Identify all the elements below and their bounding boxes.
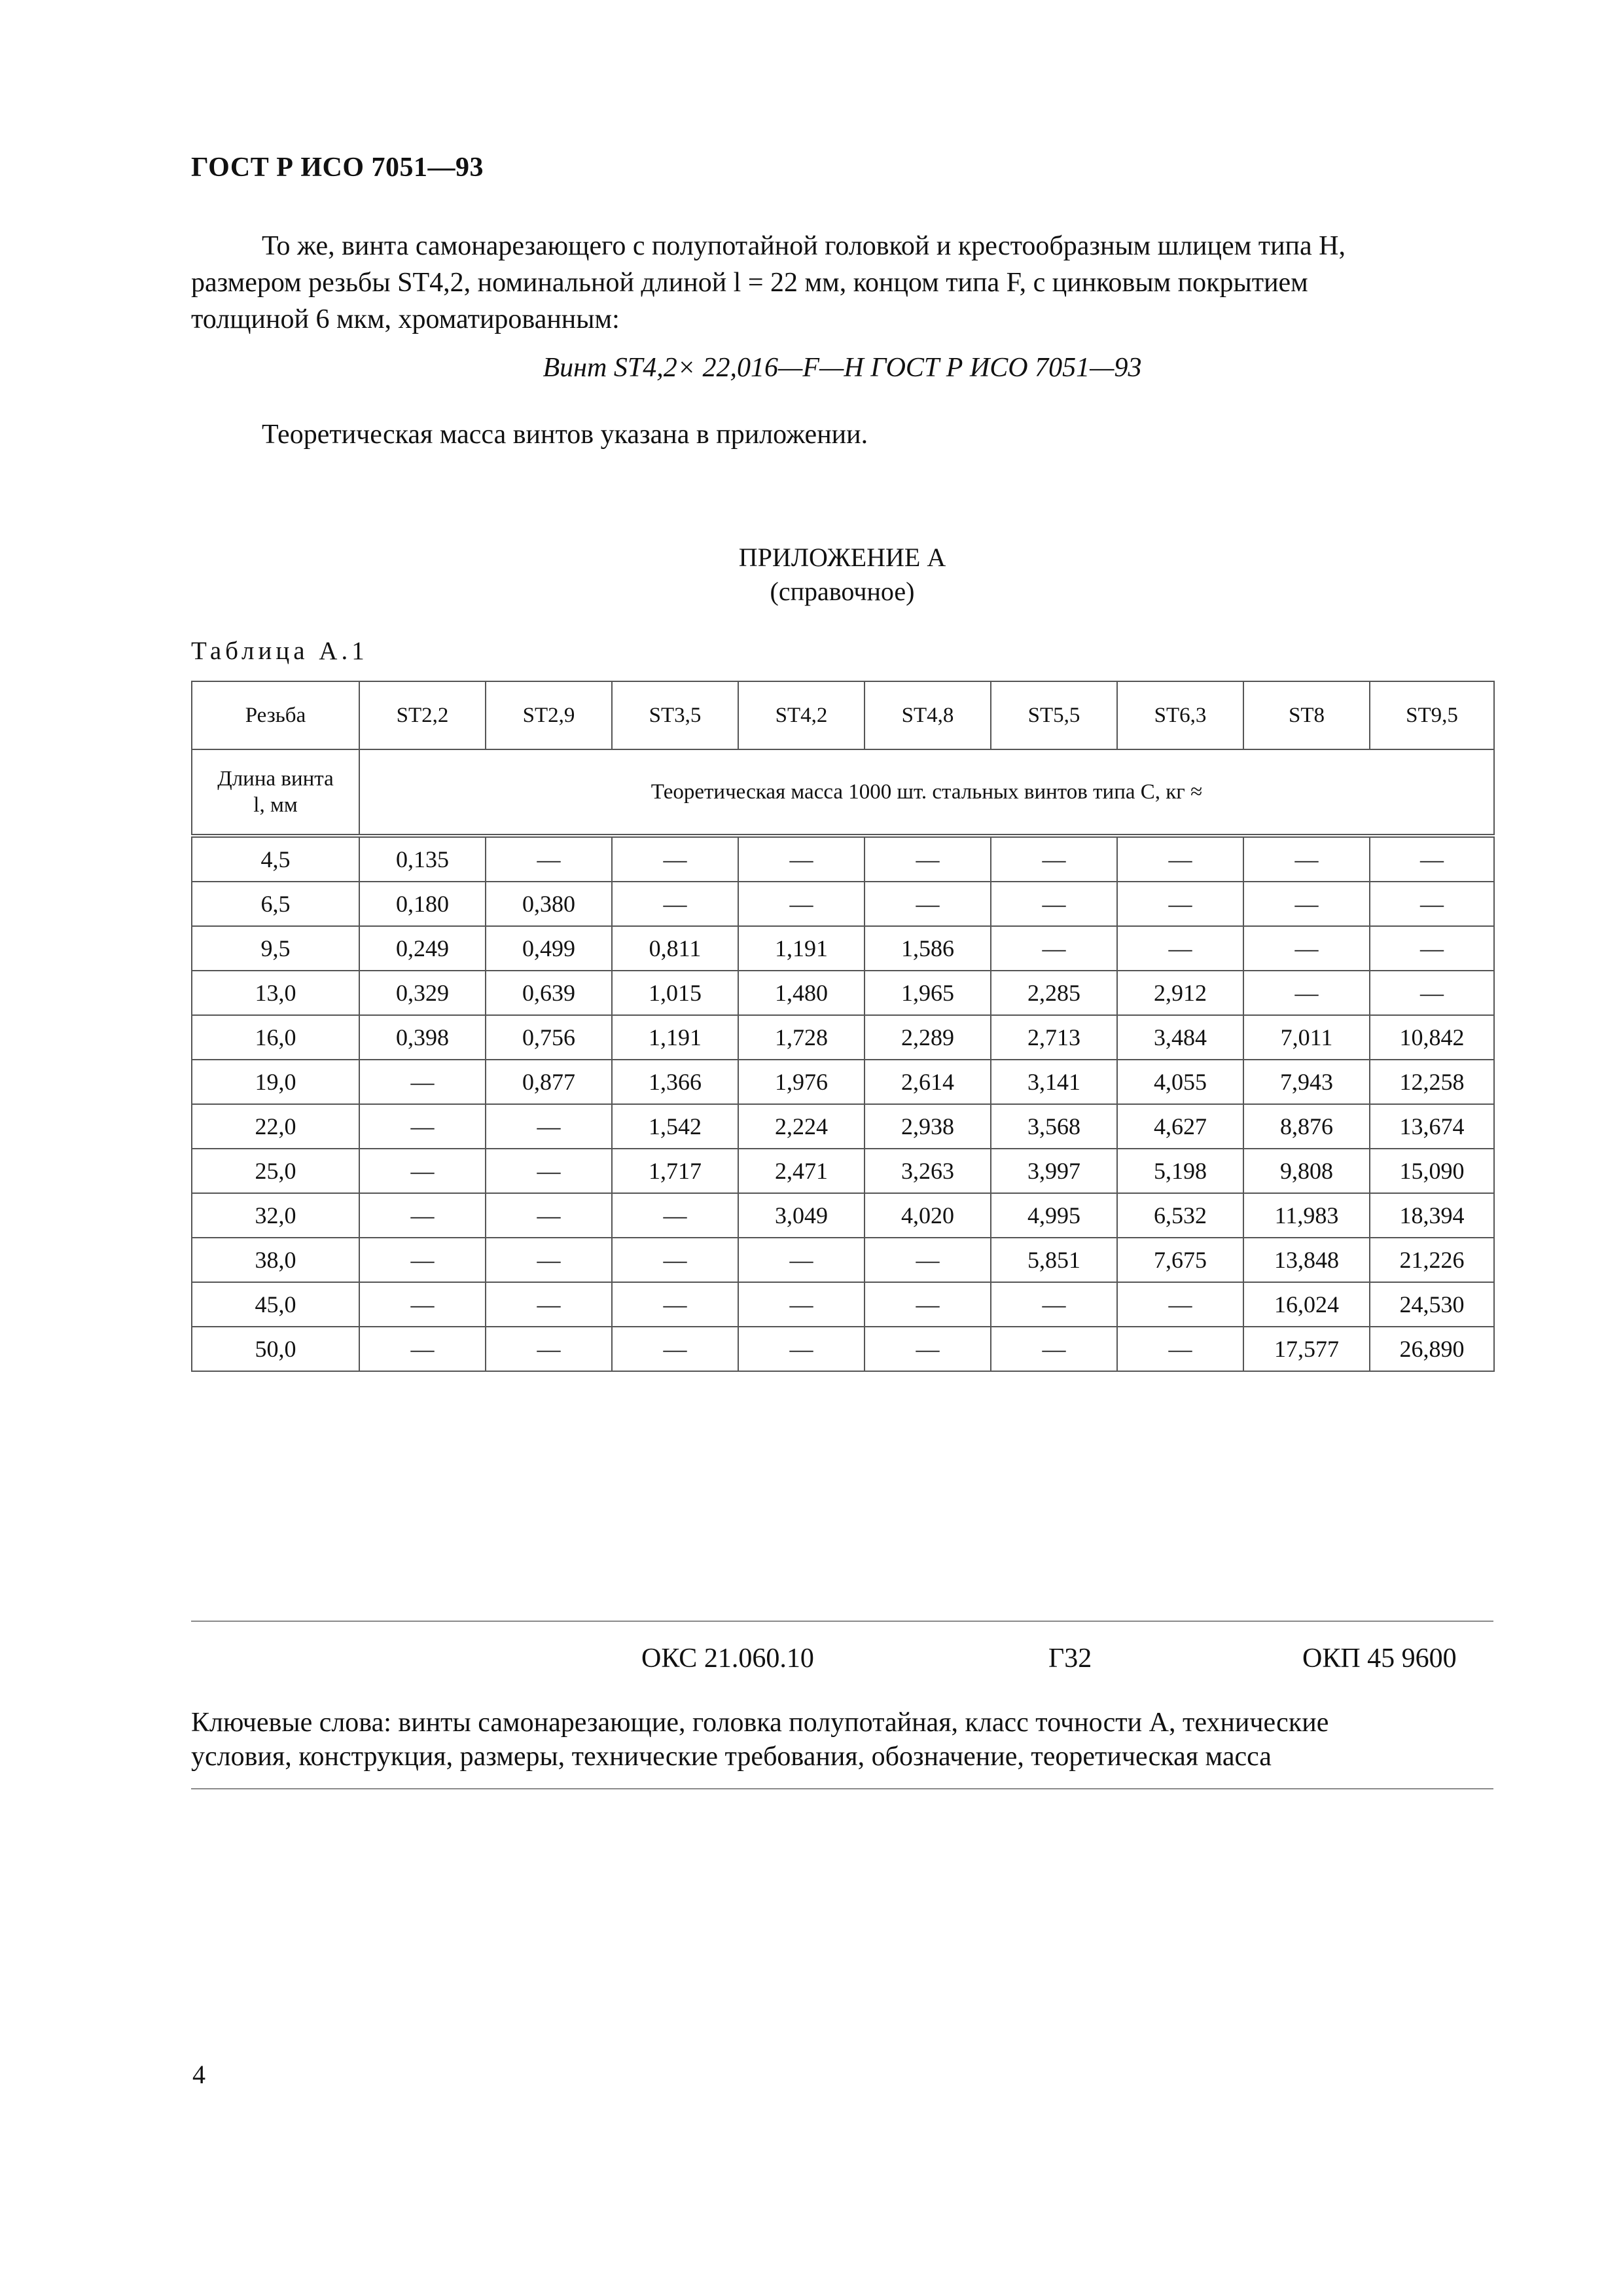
table-row (192, 1104, 1494, 1149)
mass-cell: — (486, 1327, 612, 1371)
mass-cell: — (359, 1238, 486, 1282)
length-cell: 4,5 (192, 836, 359, 882)
mass-cell: — (1117, 882, 1243, 926)
mass-cell: 7,675 (1117, 1238, 1243, 1282)
footer-bottom-rule (191, 1788, 1493, 1789)
keywords-line-1: Ключевые слова: винты самонарезающие, головка полупотайная, класс точности А, технические (191, 1708, 1329, 1738)
mass-cell: 0,811 (612, 926, 738, 971)
mass-cell: 1,191 (612, 1015, 738, 1060)
mass-cell: — (359, 1149, 486, 1193)
mass-cell: 1,976 (738, 1060, 865, 1104)
mass-cell: 15,090 (1370, 1149, 1494, 1193)
thread-label: Резьба (192, 681, 359, 749)
mass-cell: — (865, 1238, 991, 1282)
mass-cell: 2,471 (738, 1149, 865, 1193)
mass-cell: 0,499 (486, 926, 612, 971)
mass-cell: 0,756 (486, 1015, 612, 1060)
mass-span-label: Теоретическая масса 1000 шт. стальных винтов типа С, кг ≈ (359, 749, 1494, 836)
table-row (192, 1238, 1494, 1282)
mass-cell: 2,224 (738, 1104, 865, 1149)
mass-cell: — (1243, 882, 1370, 926)
mass-cell: — (359, 1282, 486, 1327)
mass-cell: 2,614 (865, 1060, 991, 1104)
mass-cell: — (1370, 971, 1494, 1015)
mass-cell: 17,577 (1243, 1327, 1370, 1371)
mass-cell: — (486, 1104, 612, 1149)
table-row (192, 1282, 1494, 1327)
mass-cell: 1,717 (612, 1149, 738, 1193)
mass-cell: 8,876 (1243, 1104, 1370, 1149)
mass-cell: 7,011 (1243, 1015, 1370, 1060)
mass-cell: 0,329 (359, 971, 486, 1015)
mass-cell: — (991, 1282, 1117, 1327)
mass-cell: 0,380 (486, 882, 612, 926)
thread-header: ST2,9 (486, 681, 612, 749)
mass-cell: 10,842 (1370, 1015, 1494, 1060)
group-code: Г32 (1048, 1643, 1092, 1674)
length-header-row (192, 749, 1494, 836)
mass-cell: — (486, 1282, 612, 1327)
length-cell: 22,0 (192, 1104, 359, 1149)
mass-cell: — (612, 836, 738, 882)
mass-cell: — (486, 836, 612, 882)
length-cell: 25,0 (192, 1149, 359, 1193)
mass-cell: — (1370, 882, 1494, 926)
mass-cell: 24,530 (1370, 1282, 1494, 1327)
mass-cell: — (612, 1193, 738, 1238)
mass-cell: — (359, 1060, 486, 1104)
mass-cell: 7,943 (1243, 1060, 1370, 1104)
mass-cell: — (1243, 926, 1370, 971)
thread-header: ST3,5 (612, 681, 738, 749)
document-header: ГОСТ Р ИСО 7051—93 (191, 152, 484, 183)
table-row (192, 1015, 1494, 1060)
thread-header: ST6,3 (1117, 681, 1243, 749)
table-row (192, 926, 1494, 971)
mass-cell: 5,198 (1117, 1149, 1243, 1193)
mass-cell: — (1117, 836, 1243, 882)
mass-cell: 5,851 (991, 1238, 1117, 1282)
mass-cell: 3,484 (1117, 1015, 1243, 1060)
length-cell: 13,0 (192, 971, 359, 1015)
mass-cell: — (612, 882, 738, 926)
mass-cell: 13,848 (1243, 1238, 1370, 1282)
mass-cell: — (1117, 1282, 1243, 1327)
mass-cell: 2,938 (865, 1104, 991, 1149)
mass-cell: — (991, 1327, 1117, 1371)
keywords-line-2: условия, конструкция, размеры, технические требования, обозначение, теоретическая масса (191, 1742, 1272, 1772)
length-cell: 19,0 (192, 1060, 359, 1104)
paragraph-line-3: толщиной 6 мкм, хроматированным: (191, 304, 620, 334)
mass-cell: — (1117, 926, 1243, 971)
paragraph-line-2: размером резьбы ST4,2, номинальной длиной l = 22 мм, концом типа F, с цинковым покрытием (191, 268, 1308, 298)
mass-cell: — (612, 1327, 738, 1371)
mass-cell: — (486, 1193, 612, 1238)
mass-cell: — (612, 1282, 738, 1327)
length-cell: 50,0 (192, 1327, 359, 1371)
mass-cell: — (991, 882, 1117, 926)
mass-cell: 3,049 (738, 1193, 865, 1238)
table-row (192, 1149, 1494, 1193)
mass-cell: 13,674 (1370, 1104, 1494, 1149)
mass-note: Теоретическая масса винтов указана в приложении. (262, 420, 868, 450)
length-cell: 9,5 (192, 926, 359, 971)
mass-cell: 4,055 (1117, 1060, 1243, 1104)
mass-cell: 26,890 (1370, 1327, 1494, 1371)
mass-cell: 1,586 (865, 926, 991, 971)
length-cell: 6,5 (192, 882, 359, 926)
mass-cell: 0,249 (359, 926, 486, 971)
keywords (191, 1706, 1493, 1774)
mass-cell: — (738, 882, 865, 926)
mass-cell: — (738, 1327, 865, 1371)
mass-cell: 1,728 (738, 1015, 865, 1060)
mass-cell: 1,191 (738, 926, 865, 971)
length-cell: 45,0 (192, 1282, 359, 1327)
appendix-title: ПРИЛОЖЕНИЕ А (738, 543, 946, 572)
oks-code: ОКС 21.060.10 (641, 1643, 814, 1674)
mass-cell: 2,713 (991, 1015, 1117, 1060)
length-cell: 38,0 (192, 1238, 359, 1282)
mass-cell: 12,258 (1370, 1060, 1494, 1104)
thread-header: ST5,5 (991, 681, 1117, 749)
mass-cell: 1,480 (738, 971, 865, 1015)
mass-cell: 1,366 (612, 1060, 738, 1104)
mass-cell: — (865, 1282, 991, 1327)
mass-cell: — (1117, 1327, 1243, 1371)
mass-cell: — (359, 1327, 486, 1371)
footer-top-rule (191, 1621, 1493, 1622)
mass-cell: 4,627 (1117, 1104, 1243, 1149)
thread-header-row (192, 681, 1494, 749)
mass-cell: 4,020 (865, 1193, 991, 1238)
mass-cell: 9,808 (1243, 1149, 1370, 1193)
mass-cell: — (1370, 926, 1494, 971)
mass-cell: — (865, 1327, 991, 1371)
appendix-subtitle: (справочное) (770, 577, 915, 606)
mass-cell: — (359, 1193, 486, 1238)
mass-cell: 1,015 (612, 971, 738, 1015)
designation-example: Винт ST4,2× 22,016—F—Н ГОСТ Р ИСО 7051—93 (543, 353, 1142, 383)
thread-header: ST4,2 (738, 681, 865, 749)
mass-cell: — (991, 926, 1117, 971)
length-label (192, 749, 359, 836)
table-row (192, 1060, 1494, 1104)
table-caption: Таблица А.1 (191, 637, 368, 665)
mass-cell: 2,289 (865, 1015, 991, 1060)
thread-header: ST8 (1243, 681, 1370, 749)
mass-cell: — (612, 1238, 738, 1282)
table-row (192, 836, 1494, 882)
mass-cell: — (738, 1238, 865, 1282)
mass-cell: 3,263 (865, 1149, 991, 1193)
page-number: 4 (192, 2060, 205, 2089)
table-row (192, 1327, 1494, 1371)
mass-cell: — (1243, 971, 1370, 1015)
mass-cell: 3,141 (991, 1060, 1117, 1104)
table-body (192, 836, 1494, 1371)
length-cell: 32,0 (192, 1193, 359, 1238)
mass-cell: 21,226 (1370, 1238, 1494, 1282)
length-label-line-2: l, мм (253, 793, 298, 817)
body-paragraph (191, 228, 1493, 338)
mass-cell: 3,997 (991, 1149, 1117, 1193)
mass-cell: — (486, 1149, 612, 1193)
mass-cell: 11,983 (1243, 1193, 1370, 1238)
mass-cell: 6,532 (1117, 1193, 1243, 1238)
mass-cell: — (738, 1282, 865, 1327)
length-label-line-1: Длина винта (217, 767, 334, 791)
mass-cell: 1,965 (865, 971, 991, 1015)
mass-cell: 1,542 (612, 1104, 738, 1149)
mass-cell: 0,398 (359, 1015, 486, 1060)
mass-cell: — (865, 836, 991, 882)
table-row (192, 882, 1494, 926)
table-row (192, 971, 1494, 1015)
length-cell: 16,0 (192, 1015, 359, 1060)
mass-cell: — (1370, 836, 1494, 882)
mass-table (191, 681, 1495, 1372)
mass-cell: 4,995 (991, 1193, 1117, 1238)
thread-header: ST4,8 (865, 681, 991, 749)
mass-cell: — (486, 1238, 612, 1282)
thread-header: ST2,2 (359, 681, 486, 749)
mass-cell: 0,135 (359, 836, 486, 882)
okp-code: ОКП 45 9600 (1302, 1643, 1457, 1674)
mass-cell: 0,639 (486, 971, 612, 1015)
mass-cell: 16,024 (1243, 1282, 1370, 1327)
table-row (192, 1193, 1494, 1238)
mass-cell: — (359, 1104, 486, 1149)
mass-cell: 0,180 (359, 882, 486, 926)
thread-header: ST9,5 (1370, 681, 1494, 749)
paragraph-line-1: То же, винта самонарезающего с полупотайной головкой и крестообразным шлицем типа Н, (262, 231, 1346, 261)
mass-cell: 2,285 (991, 971, 1117, 1015)
mass-cell: — (738, 836, 865, 882)
mass-cell: — (991, 836, 1117, 882)
mass-cell: — (865, 882, 991, 926)
mass-cell: 0,877 (486, 1060, 612, 1104)
mass-cell: 2,912 (1117, 971, 1243, 1015)
mass-cell: — (1243, 836, 1370, 882)
mass-cell: 3,568 (991, 1104, 1117, 1149)
mass-cell: 18,394 (1370, 1193, 1494, 1238)
